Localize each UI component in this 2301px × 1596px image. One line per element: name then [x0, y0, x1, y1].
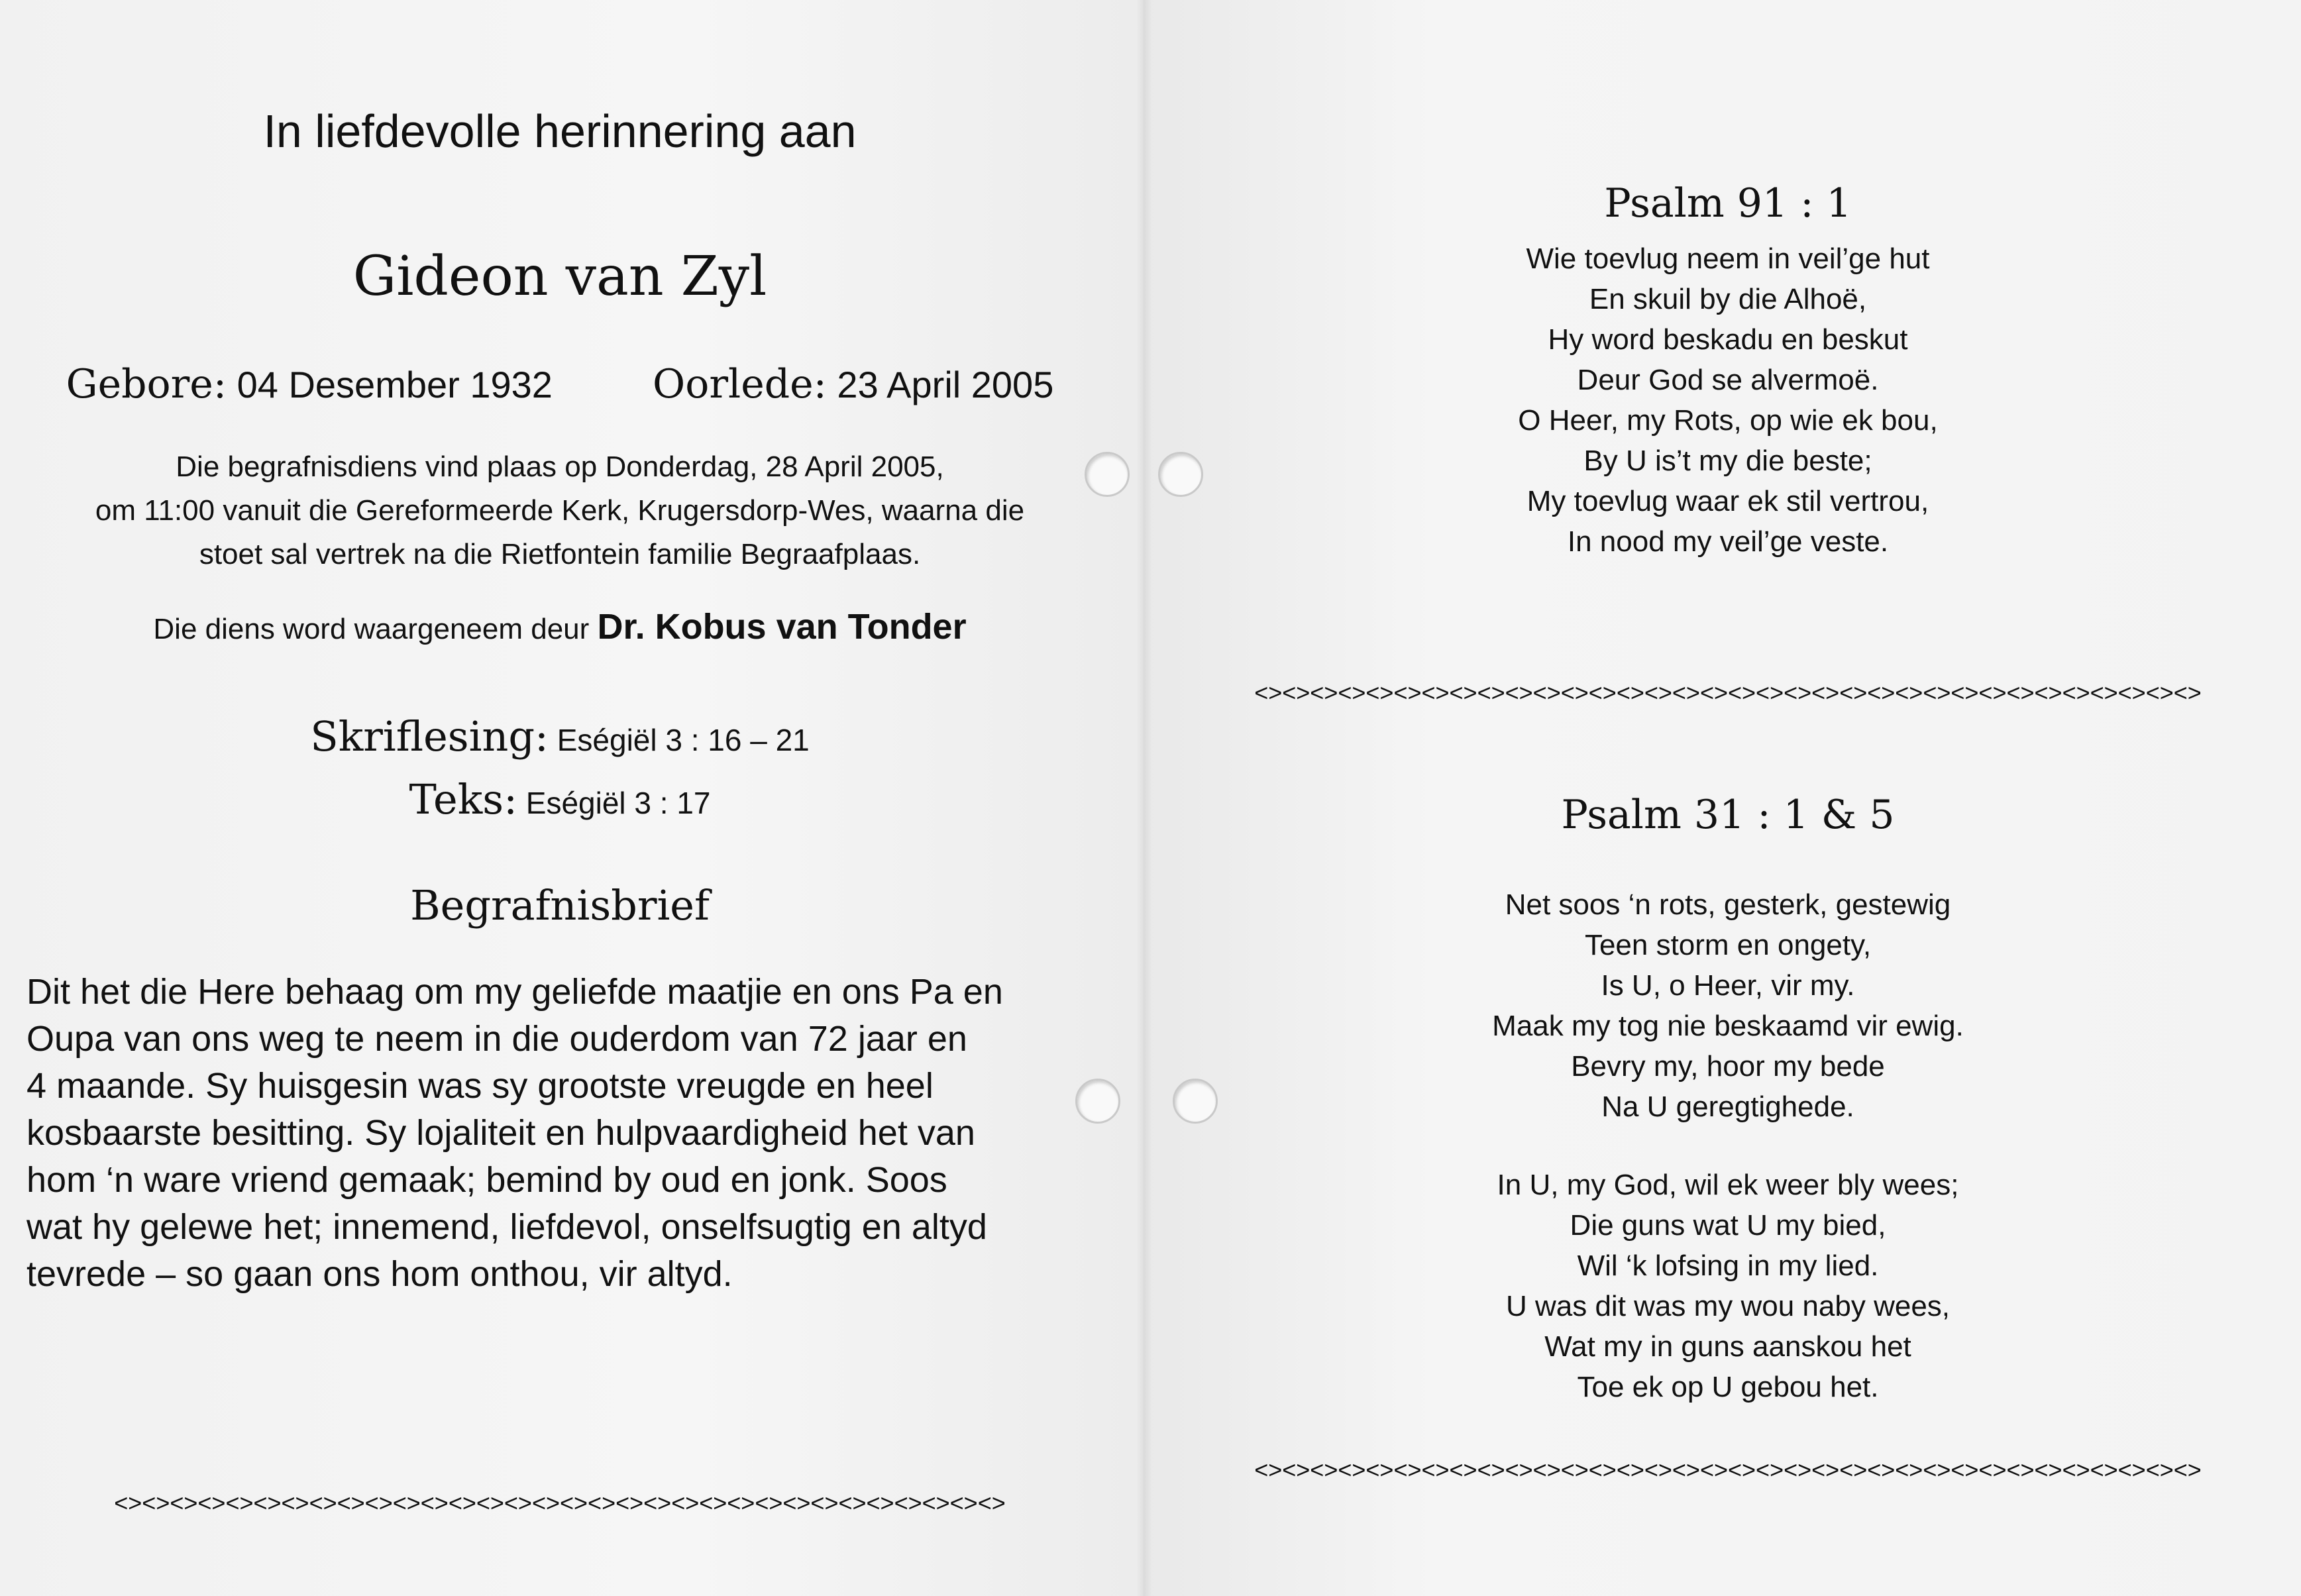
left-divider: <><><><><><><><><><><><><><><><><><><><><><><><><><><><><><><><> — [114, 1489, 1006, 1516]
letter-title: Begrafnisbrief — [410, 881, 710, 930]
reading-ref: Eségiël 3 : 16 – 21 — [557, 723, 810, 757]
reading-label: Skriflesing: — [310, 712, 549, 761]
letter-line: tevrede – so gaan ons hom onthou, vir altyd. — [27, 1254, 733, 1294]
verse-line: Toe ek op U gebou het. — [1577, 1371, 1879, 1403]
verse-line: In U, my God, wil ek weer bly wees; — [1497, 1169, 1959, 1201]
deceased-name: Gideon van Zyl — [352, 245, 767, 308]
verse-line: U was dit was my wou naby wees, — [1505, 1290, 1951, 1322]
verse-line: Wil ‘k lofsing in my lied. — [1577, 1250, 1879, 1282]
verse-line: Net soos ‘n rots, gesterk, gestewig — [1505, 888, 1951, 921]
right-divider-1: <><><><><><><><><><><><><><><><><><><><><><><><><><><><><><><><><><> — [1254, 679, 2202, 706]
service-line: om 11:00 vanuit die Gereformeerde Kerk, Krugersdorp-Wes, waarna die — [95, 494, 1025, 527]
verse-line: My toevlug waar ek stil vertrou, — [1526, 485, 1929, 517]
text-label: Teks: — [409, 775, 517, 824]
letter-line: kosbaarste besitting. Sy lojaliteit en hulpvaardigheid het van — [27, 1113, 975, 1153]
officiant-line — [0, 606, 1120, 647]
page-fold — [1136, 0, 1152, 1596]
funeral-letter — [27, 969, 1003, 1298]
letter-line: wat hy gelewe het; innemend, liefdevol, onselfsugtig en altyd — [27, 1207, 987, 1247]
service-details — [0, 445, 1120, 576]
scripture-reading — [0, 712, 1120, 761]
verse-line: Na U geregtighede. — [1601, 1091, 1854, 1123]
verse-line: By U is’t my die beste; — [1583, 445, 1872, 477]
intro-heading: In liefdevolle herinnering aan — [263, 105, 857, 157]
verse-line: Hy word beskadu en beskut — [1548, 323, 1908, 356]
sermon-text — [0, 775, 1120, 824]
punch-hole — [1075, 1079, 1120, 1124]
officiant-prefix: Die diens word waargeneem deur — [153, 613, 590, 645]
died-label: Oorlede: — [653, 361, 827, 407]
psalm1-title: Psalm 91 : 1 — [1604, 180, 1852, 227]
verse-line: Wat my in guns aanskou het — [1544, 1330, 1911, 1363]
dates-line — [0, 361, 1120, 407]
verse-line: Is U, o Heer, vir my. — [1601, 969, 1855, 1002]
died-date: 23 April 2005 — [837, 364, 1054, 405]
service-line: stoet sal vertrek na die Rietfontein familie Begraafplaas. — [199, 538, 921, 570]
verse-line: Deur God se alvermoë. — [1577, 364, 1879, 396]
officiant-name: Dr. Kobus van Tonder — [597, 607, 967, 647]
verse-line: Die guns wat U my bied, — [1570, 1209, 1886, 1242]
verse-line: Wie toevlug neem in veil’ge hut — [1526, 242, 1930, 275]
verse-line: Maak my tog nie beskaamd vir ewig. — [1492, 1010, 1964, 1042]
verse-line: In nood my veil’ge veste. — [1567, 525, 1889, 558]
born-date: 04 Desember 1932 — [237, 364, 553, 405]
text-ref: Eségiël 3 : 17 — [525, 786, 711, 820]
born-label: Gebore: — [66, 361, 227, 407]
psalm2-stanza-2 — [1497, 1165, 1959, 1407]
service-line: Die begrafnisdiens vind plaas op Donderdag, 28 April 2005, — [176, 451, 944, 483]
right-divider-2: <><><><><><><><><><><><><><><><><><><><><><><><><><><><><><><><><><> — [1254, 1456, 2202, 1483]
letter-line: Dit het die Here behaag om my geliefde maatjie en ons Pa en — [27, 972, 1003, 1012]
letter-line: hom ‘n ware vriend gemaak; bemind by oud en jonk. Soos — [27, 1160, 947, 1200]
punch-hole — [1173, 1079, 1218, 1124]
verse-line: En skuil by die Alhoë, — [1589, 283, 1867, 315]
psalm2-title: Psalm 31 : 1 & 5 — [1561, 792, 1895, 838]
punch-hole — [1158, 452, 1203, 497]
verse-line: Teen storm en ongety, — [1584, 929, 1872, 961]
verse-line: O Heer, my Rots, op wie ek bou, — [1518, 404, 1938, 437]
letter-line: 4 maande. Sy huisgesin was sy grootste vreugde en heel — [27, 1066, 934, 1106]
psalm1-verse — [1518, 239, 1937, 562]
psalm2-stanza-1 — [1492, 884, 1964, 1127]
verse-line: Bevry my, hoor my bede — [1571, 1050, 1885, 1083]
letter-line: Oupa van ons weg te neem in die ouderdom van 72 jaar en — [27, 1019, 967, 1059]
